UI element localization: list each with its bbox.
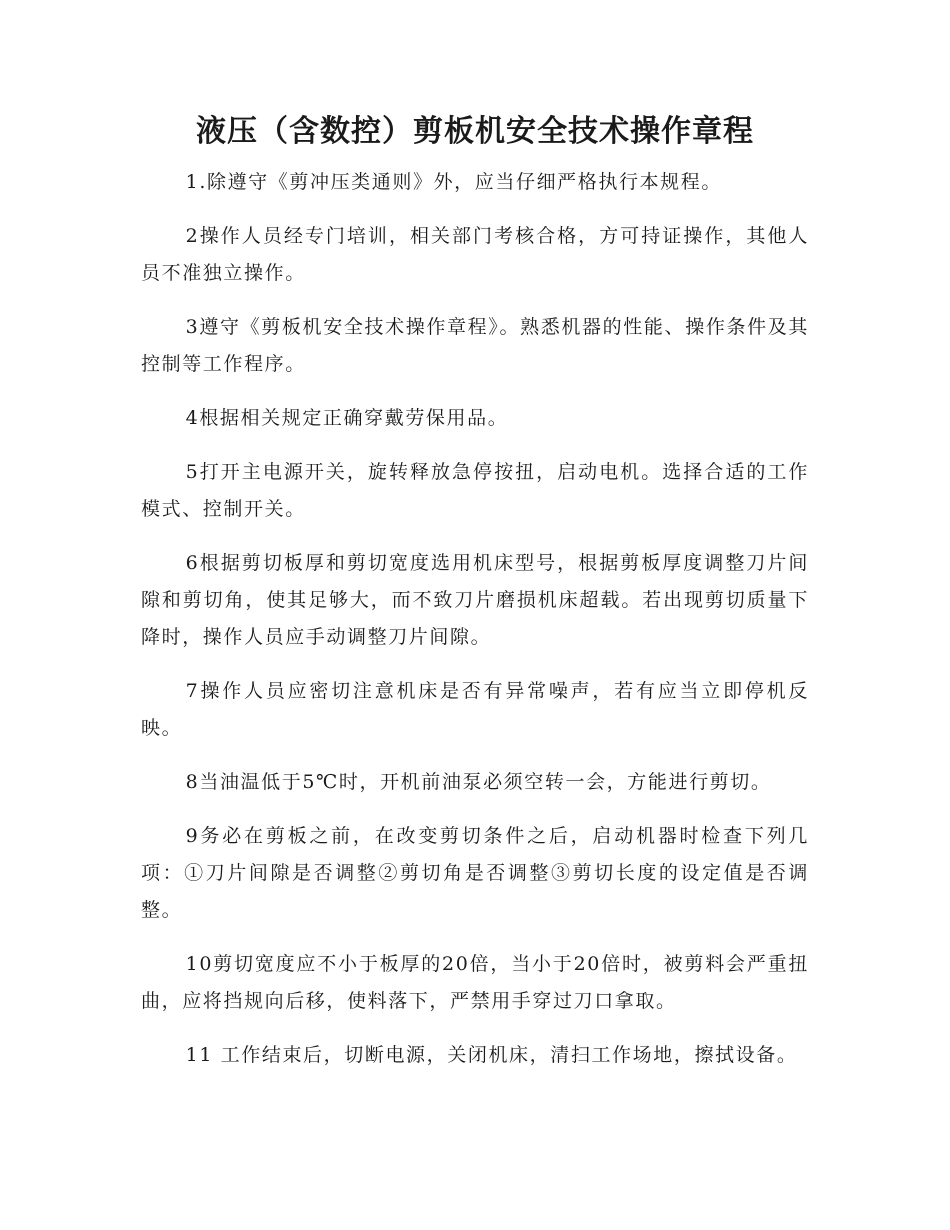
document-title: 液压（含数控）剪板机安全技术操作章程 — [196, 114, 754, 149]
paragraph-5: 5打开主电源开关，旋转释放急停按扭，启动电机。选择合适的工作模式、控制开关。 — [141, 461, 809, 520]
paragraph-10: 10剪切宽度应不小于板厚的20倍，当小于20倍时，被剪料会严重扭曲，应将挡规向后移，使料落下，严禁用手穿过刀口拿取。 — [141, 953, 809, 1012]
paragraph-9: 9务必在剪板之前，在改变剪切条件之后，启动机器时检查下列几项：①刀片间隙是否调整②剪切角是否调整③剪切长度的设定值是否调整。 — [141, 825, 809, 921]
paragraph-1: 1.除遵守《剪冲压类通则》外，应当仔细严格执行本规程。 — [185, 171, 722, 193]
paragraph-11: 11 工作结束后，切断电源，关闭机床，清扫工作场地，擦拭设备。 — [185, 1044, 798, 1066]
paragraph-7: 7操作人员应密切注意机床是否有异常噪声，若有应当立即停机反映。 — [141, 680, 809, 739]
paragraph-3: 3遵守《剪板机安全技术操作章程》。熟悉机器的性能、操作条件及其控制等工作程序。 — [141, 316, 809, 375]
paragraph-8: 8当油温低于5℃时，开机前油泵必须空转一会，方能进行剪切。 — [185, 771, 772, 793]
paragraph-4: 4根据相关规定正确穿戴劳保用品。 — [185, 407, 509, 429]
paragraph-6: 6根据剪切板厚和剪切宽度选用机床型号，根据剪板厚度调整刀片间隙和剪切角，使其足够大，而不致刀片磨损机床超载。若出现剪切质量下降时，操作人员应手动调整刀片间隙。 — [141, 552, 809, 648]
document-body — [141, 164, 809, 1091]
paragraph-2: 2操作人员经专门培训，相关部门考核合格，方可持证操作，其他人员不准独立操作。 — [141, 225, 809, 284]
